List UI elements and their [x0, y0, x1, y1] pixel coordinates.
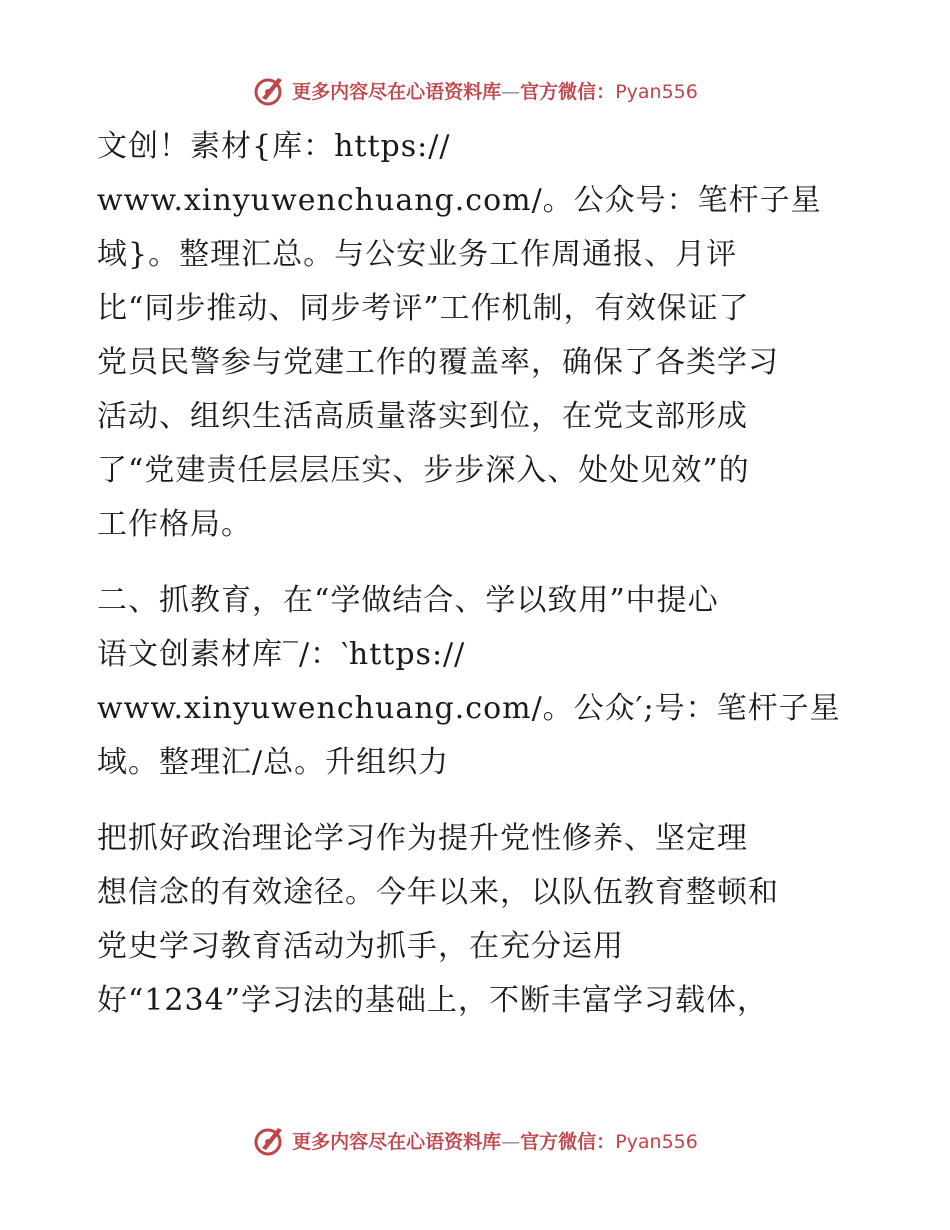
- text-line: 活动、组织生活高质量落实到位，在党支部形成: [97, 399, 748, 434]
- text-line: www.xinyuwenchuang.com/。公众′;号：笔杆子星: [97, 691, 841, 726]
- text-line: 域。整理汇/总。升组织力: [97, 745, 450, 780]
- watermark-wechat-id: Pyan556: [615, 80, 698, 103]
- watermark-official: 官方微信：: [520, 1130, 616, 1153]
- text-line: 比“同步推动、同步考评”工作机制，有效保证了: [97, 291, 750, 326]
- text-line: www.xinyuwenchuang.com/。公众号：笔杆子星: [97, 183, 822, 218]
- text-line: 好“1234”学习法的基础上，不断丰富学习载体，: [97, 983, 769, 1018]
- text-line: 党员民警参与党建工作的覆盖率，确保了各类学习: [97, 345, 779, 380]
- quill-logo-icon: [252, 1122, 288, 1158]
- text-line: 想信念的有效途径。今年以来，以队伍教育整顿和: [97, 875, 779, 910]
- text-line: 党史学习教育活动为抓手，在充分运用: [97, 929, 624, 964]
- watermark-text: [292, 1127, 698, 1154]
- text-line: 工作格局。: [97, 507, 252, 542]
- paragraph-2: [97, 574, 877, 790]
- watermark-main: 更多内容尽在心语资料库: [292, 1130, 502, 1153]
- section-heading-line: 二、抓教育，在“学做结合、学以致用”中提心: [97, 583, 719, 618]
- text-line: 文创！素材{库：https://: [97, 129, 451, 164]
- watermark-dash: —: [501, 80, 521, 103]
- text-line: 域}。整理汇总。与公安业务工作周通报、月评: [97, 237, 738, 272]
- text-line: 了“党建责任层层压实、步步深入、处处见效”的: [97, 453, 750, 488]
- watermark-dash: —: [501, 1130, 521, 1153]
- document-body: [97, 120, 877, 1028]
- watermark-text: [292, 77, 698, 104]
- watermark-main: 更多内容尽在心语资料库: [292, 80, 502, 103]
- header-watermark: [0, 70, 950, 110]
- quill-logo-icon: [252, 72, 288, 108]
- paragraph-1: [97, 120, 877, 552]
- text-line: 把抓好政治理论学习作为提升党性修养、坚定理: [97, 821, 748, 856]
- paragraph-3: [97, 812, 877, 1028]
- text-line: 语文创素材库‾/：‵https://: [97, 637, 466, 672]
- watermark-wechat-id: Pyan556: [615, 1130, 698, 1153]
- watermark-official: 官方微信：: [520, 80, 616, 103]
- footer-watermark: [0, 1120, 950, 1160]
